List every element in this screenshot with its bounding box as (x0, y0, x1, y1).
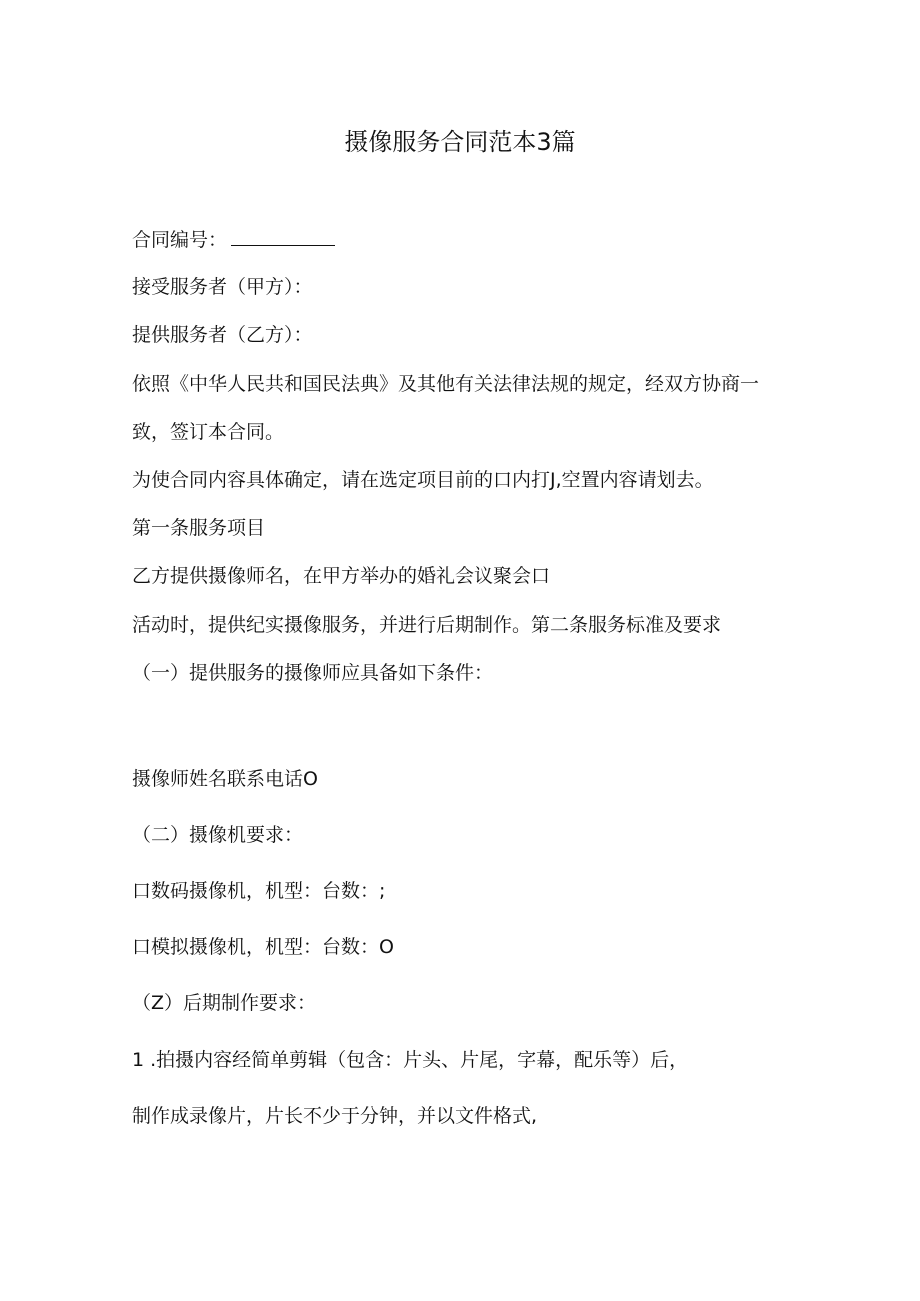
basis-line-1: 依照《中华人民共和国民法典》及其他有关法律法规的规定，经双方协商一 (132, 373, 760, 395)
service-line-1: 乙方提供摄像师名，在甲方举办的婚礼会议聚会口 (132, 565, 551, 587)
contract-number-label: 合同编号： (132, 229, 228, 251)
contract-number-blank (231, 227, 335, 246)
post-production-line-1: 1 .拍摄内容经简单剪辑（包含：片头、片尾，字幕，配乐等）后， (132, 1049, 689, 1071)
party-a-line: 接受服务者（甲方）： (132, 276, 313, 298)
digital-camera-line: 口数码摄像机，机型：台数：; (132, 880, 386, 902)
post-production-line-2: 制作成录像片，片长不少于分钟，并以文件格式, (132, 1105, 538, 1127)
requirement-3-heading: （Z）后期制作要求： (132, 992, 317, 1014)
instruction-line: 为使合同内容具体确定，请在选定项目前的口内打J,空置内容请划去。 (132, 469, 714, 491)
analog-camera-line: 口模拟摄像机，机型：台数：O (132, 936, 394, 958)
requirement-1-heading: （一）提供服务的摄像师应具备如下条件： (132, 662, 494, 684)
requirement-2-heading: （二）摄像机要求： (132, 824, 304, 846)
document-title: 摄像服务合同范本3篇 (344, 128, 576, 156)
basis-line-2: 致，签订本合同。 (132, 421, 285, 443)
contract-number-line (132, 226, 335, 254)
article-1-heading: 第一条服务项目 (132, 517, 266, 539)
service-line-2: 活动时，提供纪实摄像服务，并进行后期制作。第二条服务标准及要求 (132, 614, 722, 636)
photographer-line: 摄像师姓名联系电话O (132, 768, 318, 790)
party-b-line: 提供服务者（乙方）： (132, 324, 313, 346)
